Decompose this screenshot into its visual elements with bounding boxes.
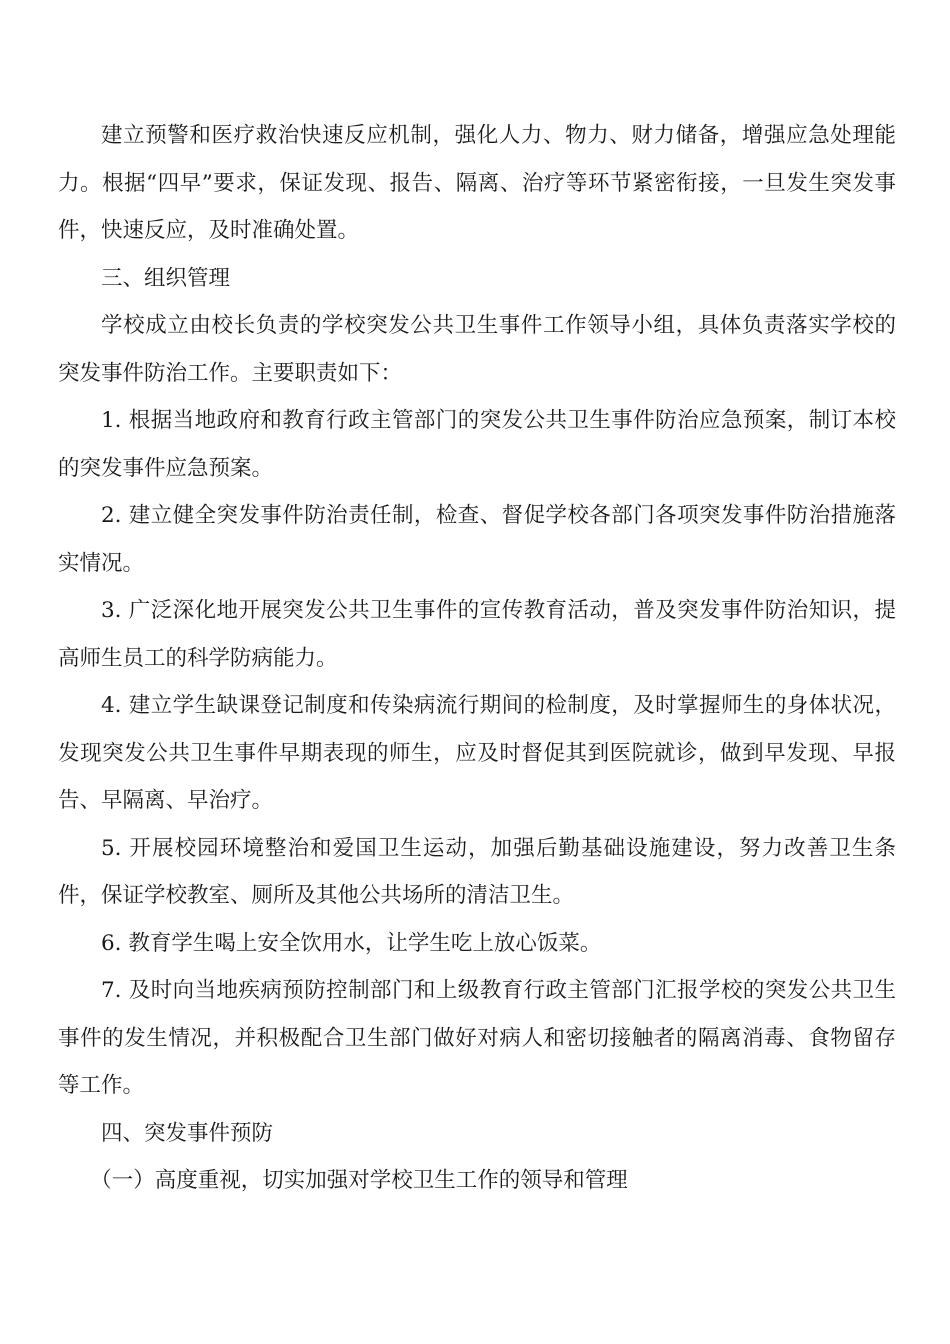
list-item-3: 3. 广泛深化地开展突发公共卫生事件的宣传教育活动，普及突发事件防治知识，提高师生员工的科学防病能力。 (58, 598, 896, 671)
list-item-5: 5. 开展校园环境整治和爱国卫生运动，加强后勤基础设施建设，努力改善卫生条件，保证学校教室、厕所及其他公共场所的清洁卫生。 (58, 835, 896, 908)
list-item-7: 7. 及时向当地疾病预防控制部门和上级教育行政主管部门汇报学校的突发公共卫生事件的发生情况，并积极配合卫生部门做好对病人和密切接触者的隔离消毒、食物留存等工作。 (58, 978, 896, 1098)
section-heading-organization: 三、组织管理 (101, 265, 231, 291)
list-item-2: 2. 建立健全突发事件防治责任制，检查、督促学校各部门各项突发事件防治措施落实情况。 (58, 503, 896, 576)
paragraph-response-mechanism: 建立预警和医疗救治快速反应机制，强化人力、物力、财力储备，增强应急处理能力。根据“四早”要求，保证发现、报告、隔离、治疗等环节紧密衔接，一旦发生突发事件，快速反应，及时准确处置。 (58, 123, 896, 243)
document-page (58, 112, 896, 1205)
list-item-1: 1. 根据当地政府和教育行政主管部门的突发公共卫生事件防治应急预案，制订本校的突发事件应急预案。 (58, 408, 896, 481)
paragraph-leadership-group: 学校成立由校长负责的学校突发公共卫生事件工作领导小组，具体负责落实学校的突发事件防治工作。主要职责如下： (58, 313, 896, 386)
section-heading-prevention: 四、突发事件预防 (101, 1120, 274, 1146)
list-item-4: 4. 建立学生缺课登记制度和传染病流行期间的检制度，及时掌握师生的身体状况，发现突发公共卫生事件早期表现的师生，应及时督促其到医院就诊，做到早发现、早报告、早隔离、早治疗。 (58, 693, 896, 813)
list-item-6: 6. 教育学生喝上安全饮用水，让学生吃上放心饭菜。 (101, 930, 602, 956)
subsection-heading-1: （一）高度重视，切实加强对学校卫生工作的领导和管理 (90, 1168, 628, 1193)
